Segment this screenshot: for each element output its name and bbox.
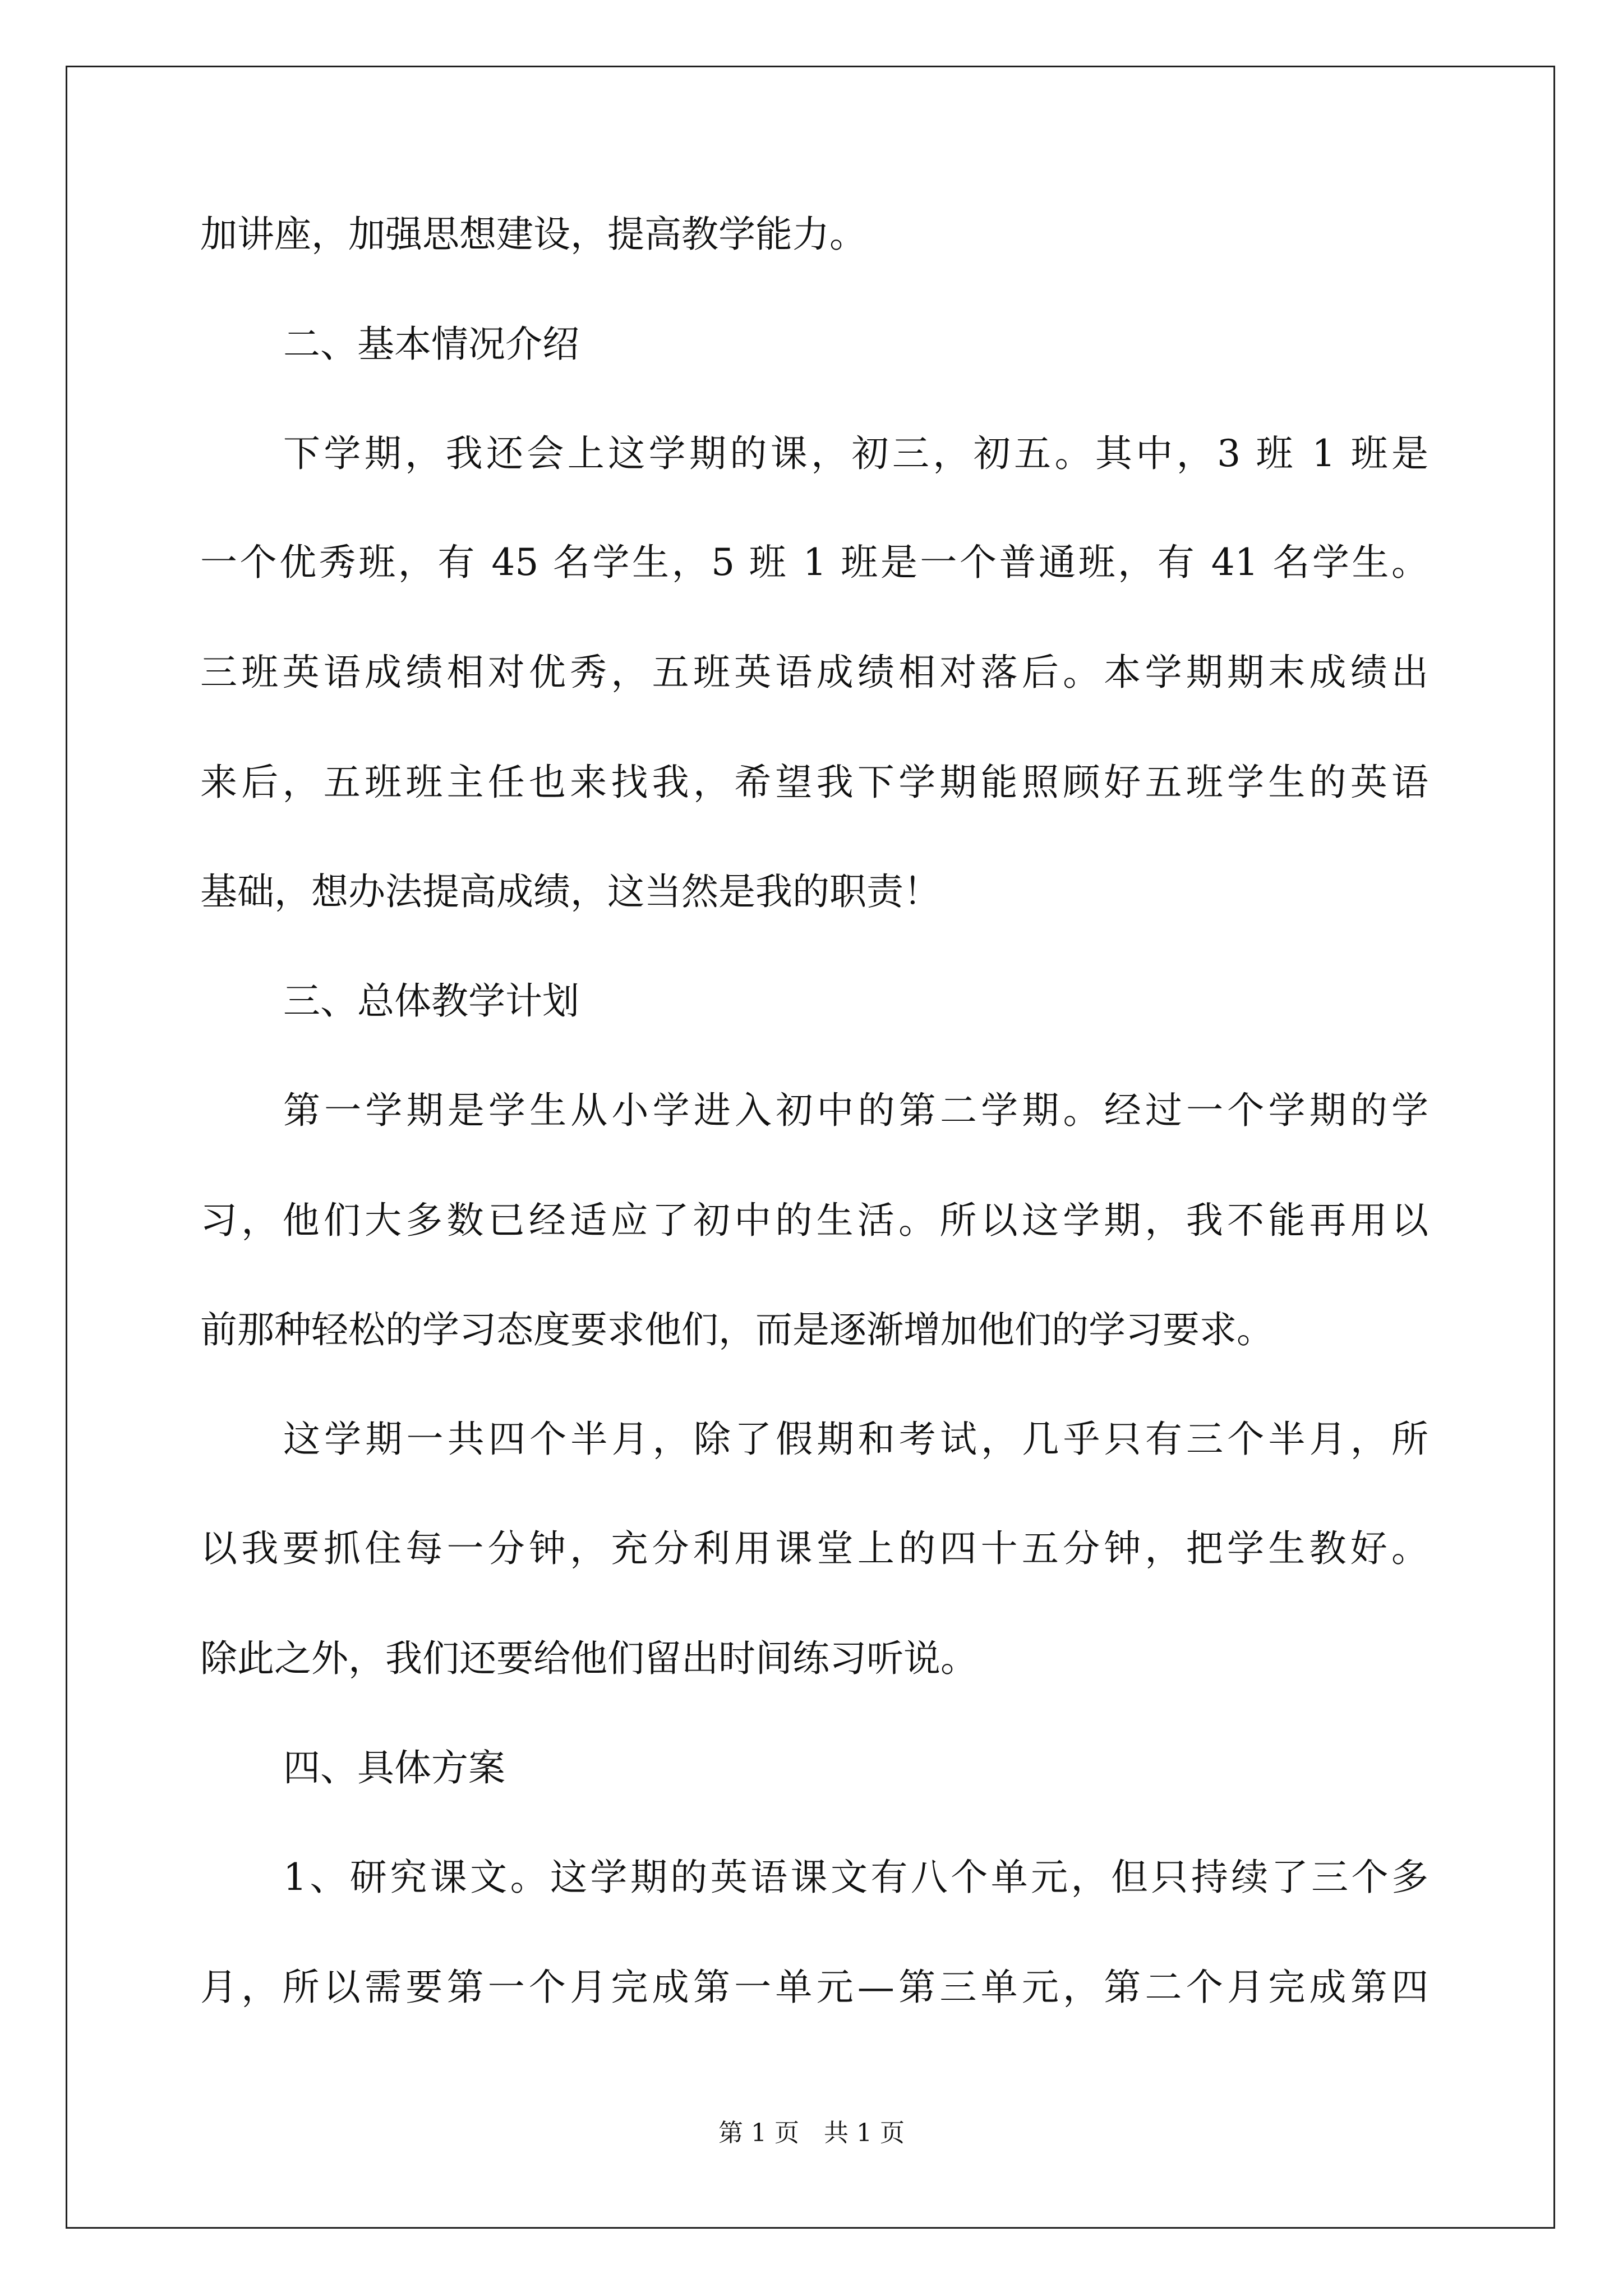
text-line: 第一学期是学生从小学进入初中的第二学期。经过一个学期的学 — [283, 1089, 1428, 1132]
page-number-footer: 第 1 页 共 1 页 — [718, 2119, 905, 2147]
text-line: 前那种轻松的学习态度要求他们，而是逐渐增加他们的学习要求。 — [200, 1308, 1274, 1351]
text-line: 一个优秀班，有 45 名学生，5 班 1 班是一个普通班，有 41 名学生。 — [200, 541, 1428, 584]
text-line: 除此之外，我们还要给他们留出时间练习听说。 — [200, 1637, 978, 1680]
text-line: 以我要抓住每一分钟，充分利用课堂上的四十五分钟，把学生教好。 — [200, 1527, 1428, 1570]
page-border — [66, 66, 1555, 2229]
text-line: 加讲座，加强思想建设，提高教学能力。 — [200, 213, 866, 256]
section-heading: 三、总体教学计划 — [283, 979, 579, 1023]
text-line: 三班英语成绩相对优秀，五班英语成绩相对落后。本学期期末成绩出 — [200, 651, 1428, 694]
text-line: 1、研究课文。这学期的英语课文有八个单元，但只持续了三个多 — [283, 1856, 1428, 1899]
text-line: 这学期一共四个半月，除了假期和考试，几乎只有三个半月，所 — [283, 1418, 1428, 1461]
text-line: 下学期，我还会上这学期的课，初三，初五。其中，3 班 1 班是 — [283, 432, 1428, 475]
section-heading: 四、具体方案 — [283, 1746, 505, 1789]
text-line: 习，他们大多数已经适应了初中的生活。所以这学期，我不能再用以 — [200, 1199, 1428, 1242]
text-line: 基础，想办法提高成绩，这当然是我的职责！ — [200, 870, 940, 913]
text-line: 月，所以需要第一个月完成第一单元—第三单元，第二个月完成第四 — [200, 1966, 1428, 2009]
text-line: 来后，五班班主任也来找我，希望我下学期能照顾好五班学生的英语 — [200, 761, 1428, 804]
section-heading: 二、基本情况介绍 — [283, 323, 579, 366]
